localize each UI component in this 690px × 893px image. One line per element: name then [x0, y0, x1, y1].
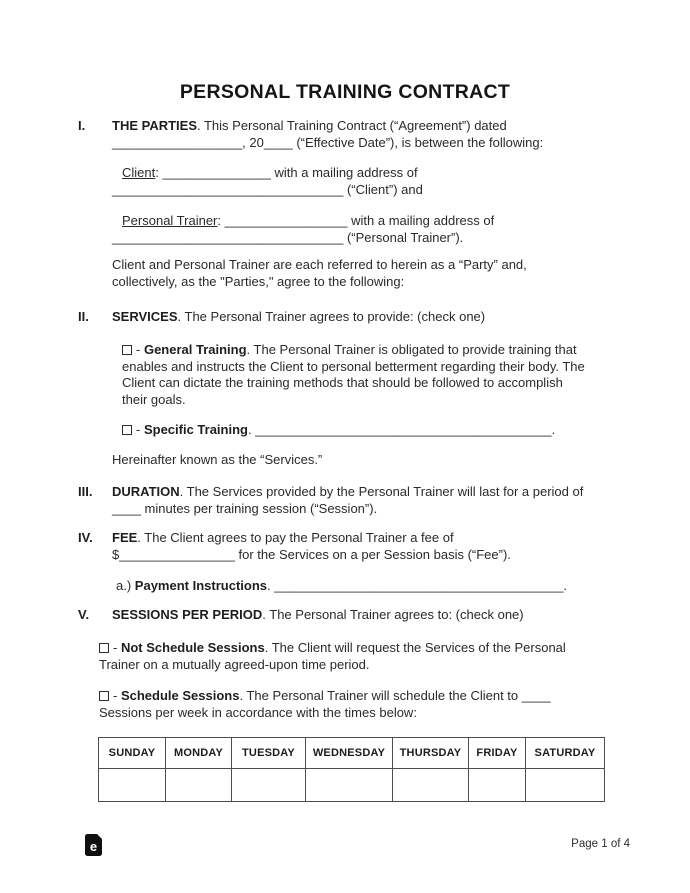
hereinafter-note	[112, 452, 636, 469]
section-parties-text: . This Personal Training Contract (“Agreement”) dated	[197, 118, 507, 133]
col-header-saturday: SATURDAY	[526, 738, 605, 769]
schedule-cell-tuesday	[232, 769, 306, 802]
general-training-checkbox-icon	[122, 345, 132, 355]
section-sessions	[78, 607, 636, 624]
parties-note	[112, 257, 636, 290]
schedule-header-row	[99, 738, 605, 769]
section-duration	[78, 484, 636, 517]
payment-instructions-prefix: a.)	[116, 578, 135, 593]
not-schedule-checkbox-icon	[99, 643, 109, 653]
specific-training-checkbox-icon	[122, 425, 132, 435]
trainer-clause	[112, 213, 636, 246]
schedule-cell-friday	[469, 769, 526, 802]
section-fee-heading: FEE	[112, 530, 138, 545]
section-parties-numeral: I.	[78, 118, 86, 133]
section-duration-line2: ____ minutes per training session (“Session”).	[112, 500, 378, 516]
section-parties	[78, 118, 636, 151]
page-title: PERSONAL TRAINING CONTRACT	[179, 81, 511, 103]
schedule-cell-saturday	[526, 769, 605, 802]
schedule-cell-thursday	[393, 769, 469, 802]
payment-instructions-blank-line: . ________________________________________.	[267, 578, 568, 593]
section-fee	[78, 530, 636, 563]
specific-training-heading: Specific Training	[143, 422, 248, 437]
section-services	[78, 309, 636, 326]
client-address-blank-line: ________________________________ (“Client”) and	[112, 181, 423, 197]
col-header-sunday: SUNDAY	[99, 738, 166, 769]
effective-date-blank-line: __________________, 20____ (“Effective Date”), is between the following:	[112, 134, 544, 150]
not-schedule-dash: -	[113, 640, 121, 655]
section-services-heading: SERVICES	[112, 309, 178, 324]
section-sessions-heading: SESSIONS PER PERIOD	[112, 607, 263, 622]
col-header-tuesday: TUESDAY	[232, 738, 306, 769]
not-schedule-option	[99, 640, 634, 673]
payment-instructions-heading: Payment Instructions	[134, 578, 267, 593]
schedule-empty-row	[99, 769, 605, 802]
general-training-line2: enables and instructs the Client to personal betterment regarding their body. The	[122, 358, 585, 374]
specific-training-option	[122, 422, 634, 439]
not-schedule-line2: Trainer on a mutually agreed-upon time period.	[99, 656, 370, 672]
col-header-thursday: THURSDAY	[393, 738, 469, 769]
col-header-wednesday: WEDNESDAY	[306, 738, 393, 769]
section-sessions-numeral: V.	[78, 607, 90, 622]
fee-amount-blank-line: $________________ for the Services on a per Session basis (“Fee”).	[112, 546, 511, 562]
schedule-line2: Sessions per week in accordance with the times below:	[99, 704, 417, 720]
weekly-schedule-table	[98, 737, 605, 802]
schedule-cell-wednesday	[306, 769, 393, 802]
general-training-line1: . The Personal Trainer is obligated to provide training that	[246, 342, 577, 357]
general-training-line4: their goals.	[122, 391, 186, 407]
section-duration-heading: DURATION	[112, 484, 180, 499]
specific-training-dash: -	[136, 422, 144, 437]
general-training-line3: Client can dictate the training methods that should be followed to accomplish	[122, 375, 563, 390]
page-number-label: Page 1 of 4	[571, 838, 630, 850]
section-fee-numeral: IV.	[78, 530, 93, 545]
trainer-name-blank-line: : _________________ with a mailing address of	[217, 213, 495, 228]
section-services-text: . The Personal Trainer agrees to provide: (check one)	[177, 309, 486, 324]
schedule-checkbox-icon	[99, 691, 109, 701]
general-training-heading: General Training	[143, 342, 247, 357]
col-header-monday: MONDAY	[166, 738, 232, 769]
section-parties-heading: THE PARTIES	[112, 118, 197, 133]
not-schedule-heading: Not Schedule Sessions	[120, 640, 265, 655]
section-duration-line1: . The Services provided by the Personal Trainer will last for a period of	[179, 484, 584, 499]
trainer-label: Personal Trainer	[122, 213, 218, 228]
payment-instructions-clause	[116, 578, 636, 595]
client-label: Client	[122, 165, 156, 180]
schedule-cell-sunday	[99, 769, 166, 802]
schedule-line1: . The Personal Trainer will schedule the Client to ____	[239, 688, 551, 703]
eforms-logo-icon	[85, 834, 102, 856]
hereinafter-text: Hereinafter known as the “Services.”	[112, 452, 323, 467]
section-fee-line1: . The Client agrees to pay the Personal Trainer a fee of	[137, 530, 454, 545]
section-sessions-text: . The Personal Trainer agrees to: (check one)	[262, 607, 524, 622]
client-name-blank-line: : _______________ with a mailing address of	[155, 165, 418, 180]
not-schedule-line1: . The Client will request the Services of the Personal	[264, 640, 566, 655]
schedule-heading: Schedule Sessions	[120, 688, 240, 703]
section-duration-numeral: III.	[78, 484, 93, 499]
trainer-address-blank-line: ________________________________ (“Personal Trainer”).	[112, 229, 464, 245]
schedule-cell-monday	[166, 769, 232, 802]
parties-note-line1: Client and Personal Trainer are each referred to herein as a “Party” and,	[112, 257, 527, 272]
col-header-friday: FRIDAY	[469, 738, 526, 769]
client-clause	[112, 165, 636, 198]
schedule-option	[99, 688, 634, 721]
section-services-numeral: II.	[78, 309, 89, 324]
schedule-dash: -	[113, 688, 121, 703]
specific-training-blank-line: . _________________________________________.	[247, 422, 556, 437]
eforms-logo-letter: e	[89, 839, 98, 854]
general-training-option	[122, 342, 634, 408]
parties-note-line2: collectively, as the "Parties," agree to the following:	[112, 273, 405, 289]
general-training-dash: -	[136, 342, 144, 357]
